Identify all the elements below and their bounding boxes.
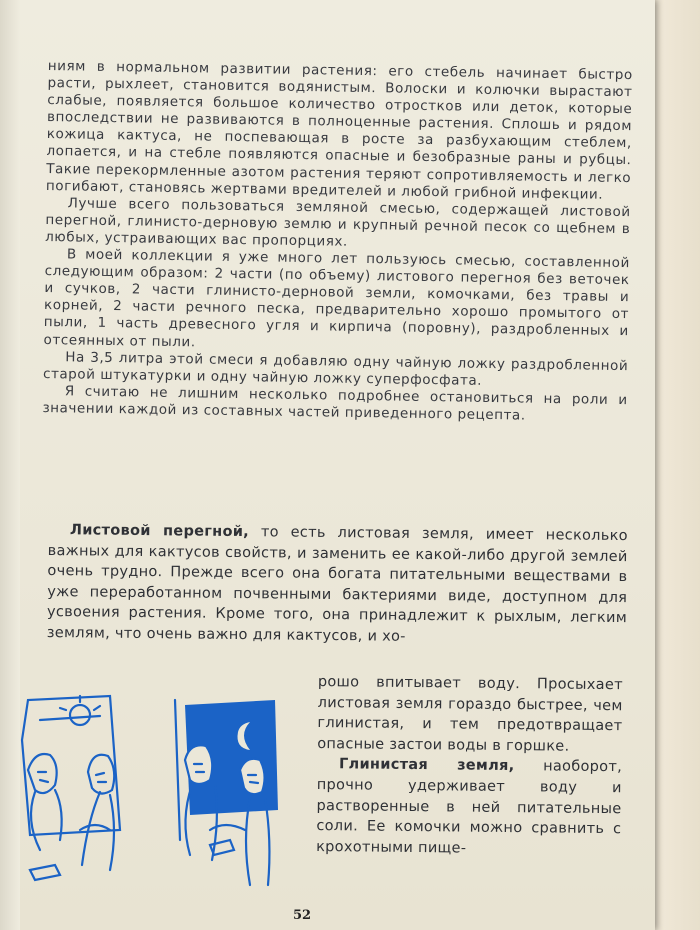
page-number: 52 <box>293 908 312 923</box>
paragraph-body: то есть листовая земля, имеет несколько важных для кактусов свойств, и заменить ее какой-либо другой землей очень трудно. Прежде всего она богата питательными веществами в уже переработанном почвенными бактериями виде, доступном для усвоения растения. Кроме того, она принадлежит к рыхлым, легким землям, что очень важно для кактусов, и хо- <box>46 524 628 645</box>
large-print-text <box>47 520 628 650</box>
bold-term: Глинистая земля, <box>338 756 515 775</box>
paragraph: На 3,5 литра этой смеси я добавляю одну чайную ложку раздробленной старой штукатурки и одну чайную ложку суперфосфата. <box>42 348 629 389</box>
paragraph: Лучше всего пользоваться земляной смесью, содержащей листовой перегной, глинисто-дерновую землю и крупный речной песок со щебнем в любых, устраивающих вас пропорциях. <box>45 195 631 250</box>
small-print-text <box>42 58 633 426</box>
column-text <box>316 672 623 861</box>
paragraph: В моей коллекции я уже много лет пользуюсь смесью, составленной следующим образом: 2 части (по объему) листового перегноя без веточек и сучков, 2 части глинисто-дерновой земли, комочками, без травы и корней, 2 части речного песка, предварительно хорошо промытого от пыли, 1 часть древесного угля и кирпича (поровну), раздробленных и отсеянных от пыли. <box>43 246 630 350</box>
bold-term: Листовой перегной, <box>69 522 250 541</box>
paragraph <box>47 520 628 650</box>
paragraph <box>316 754 622 860</box>
paragraph: ниям в нормальном развитии растения: его стебель начинает быстро расти, рыхлеет, становится водянистым. Волоски и колючки вырастают слабые, появляется большое количество отростков или деток, которые впоследствии не развиваются в полноценные растения. Сплошь и рядом кожица кактуса, не поспевающая в росте за разбухающим стеблем, лопается, и на стебле появляются опасные и безобразные раны и рубцы. Такие перекормленные азотом растения теряют сопротивляемость и легко погибают, становясь жертвами вредителей и любой грибной инфекции. <box>45 58 633 203</box>
paragraph: Я считаю не лишним несколько подробнее остановиться на роли и значении каждой из составных частей приведенного рецепта. <box>42 383 628 424</box>
paragraph: рошо впитывает воду. Просыхает листовая земля гораздо быстрее, чем глинистая, и тем предотвращает опасные застои воды в горшке. <box>317 673 623 755</box>
illustration-people-windows <box>10 680 310 900</box>
paragraph-body: наоборот, прочно удерживает воду и растворенные в ней питательные соли. Ее комочки можно сравнить с крохотными пище- <box>316 758 623 857</box>
